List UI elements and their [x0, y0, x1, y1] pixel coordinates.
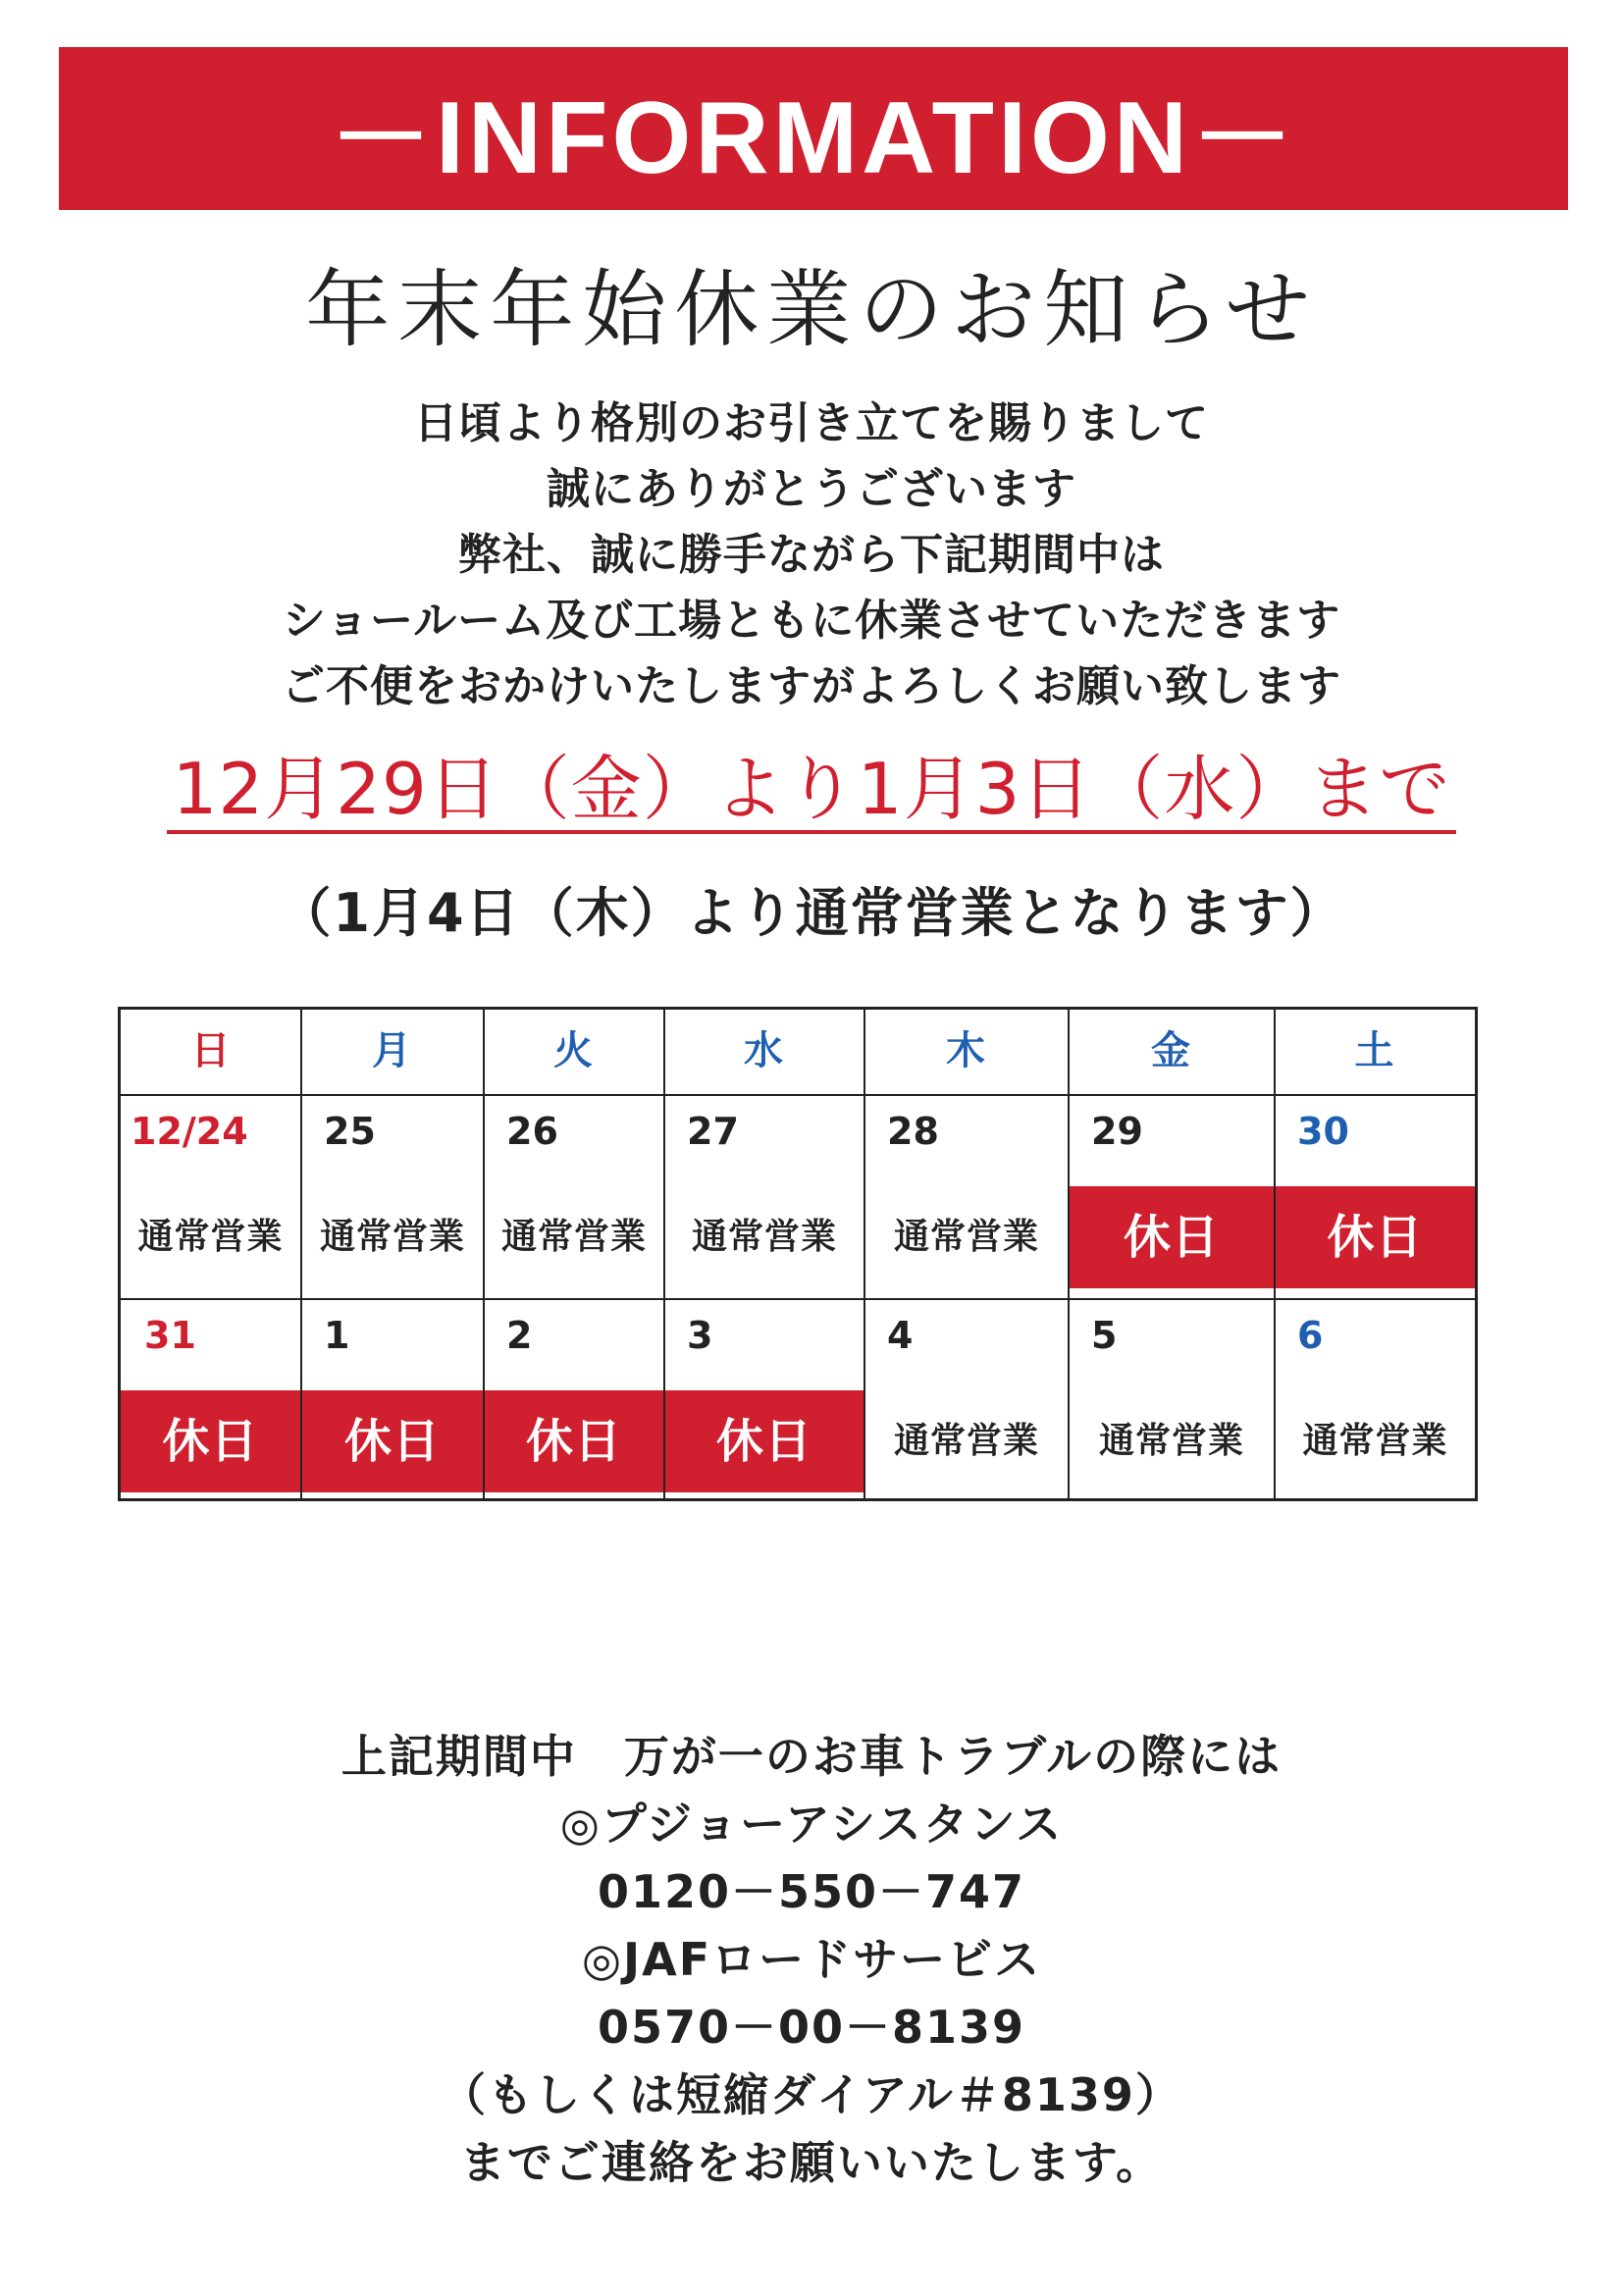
intro-line: ご不便をおかけいたしますがよろしくお願い致します — [282, 661, 1341, 711]
banner-title: －INFORMATION－ — [330, 81, 1297, 195]
status-closed: 休日 — [302, 1390, 483, 1492]
calendar-date: 12/24 — [131, 1110, 248, 1153]
weekday-header: 木 — [946, 1028, 985, 1073]
status-open: 通常営業 — [500, 1217, 647, 1257]
status-closed: 休日 — [665, 1390, 864, 1492]
status-closed: 休日 — [121, 1390, 300, 1492]
contact-info — [0, 1723, 1623, 2197]
calendar-date: 4 — [887, 1314, 914, 1357]
weekday-header: 火 — [553, 1028, 593, 1073]
status-closed: 休日 — [485, 1390, 663, 1492]
calendar-date: 30 — [1297, 1110, 1349, 1153]
phone-jaf: 0570－00－8139 — [597, 2001, 1026, 2054]
weekday-header: 日 — [190, 1028, 231, 1073]
contact-line-closing: までご連絡をお願いいたします。 — [459, 2136, 1164, 2189]
status-open: 通常営業 — [137, 1217, 284, 1257]
intro-line: 誠にありがとうございます — [547, 464, 1076, 514]
contact-line: 上記期間中 万が一のお車トラブルの際には — [340, 1730, 1283, 1783]
status-open: 通常営業 — [893, 1217, 1039, 1257]
holiday-calendar — [118, 1007, 1478, 1501]
weekday-header: 金 — [1151, 1028, 1190, 1073]
contact-line-peugeot-assistance: ◎プジョーアシスタンス — [559, 1798, 1064, 1851]
calendar-date: 25 — [324, 1110, 376, 1153]
weekday-header: 月 — [372, 1028, 411, 1073]
intro-line: ショールーム及び工場ともに休業させていただきます — [282, 596, 1341, 646]
weekday-header: 土 — [1354, 1028, 1394, 1073]
status-closed: 休日 — [1276, 1186, 1475, 1288]
page-title: 年末年始休業のお知らせ — [305, 261, 1318, 359]
calendar-date: 27 — [687, 1110, 739, 1153]
calendar-divider — [121, 1298, 1475, 1300]
intro-line: 弊社、誠に勝手ながら下記期間中は — [458, 530, 1165, 580]
calendar-date: 31 — [144, 1314, 196, 1357]
status-open: 通常営業 — [691, 1217, 837, 1257]
resume-notice: （1月4日（木）より通常営業となります） — [278, 882, 1345, 944]
calendar-date: 3 — [687, 1314, 713, 1357]
calendar-date: 6 — [1297, 1314, 1324, 1357]
status-open: 通常営業 — [1302, 1421, 1448, 1461]
phone-peugeot-assistance: 0120－550－747 — [597, 1865, 1026, 1918]
calendar-date: 26 — [506, 1110, 558, 1153]
status-open: 通常営業 — [893, 1421, 1039, 1461]
information-banner — [59, 47, 1568, 210]
calendar-date: 28 — [887, 1110, 939, 1153]
contact-line-jaf: ◎JAFロードサービス — [581, 1933, 1042, 1986]
calendar-date: 5 — [1091, 1314, 1118, 1357]
intro-text — [0, 391, 1623, 719]
calendar-date: 1 — [324, 1314, 350, 1357]
status-closed: 休日 — [1070, 1186, 1274, 1288]
intro-line: 日頃より格別のお引き立てを賜りまして — [414, 398, 1209, 448]
calendar-date: 29 — [1091, 1110, 1143, 1153]
closure-period-text: 12月29日（金）より1月3日（水）まで — [167, 748, 1457, 834]
calendar-date: 2 — [506, 1314, 533, 1357]
calendar-divider — [121, 1094, 1475, 1096]
contact-line-short-dial: （もしくは短縮ダイアル＃8139） — [441, 2068, 1182, 2121]
status-open: 通常営業 — [1098, 1421, 1244, 1461]
weekday-header: 水 — [744, 1028, 783, 1073]
closure-period — [0, 748, 1623, 834]
status-open: 通常営業 — [319, 1217, 465, 1257]
